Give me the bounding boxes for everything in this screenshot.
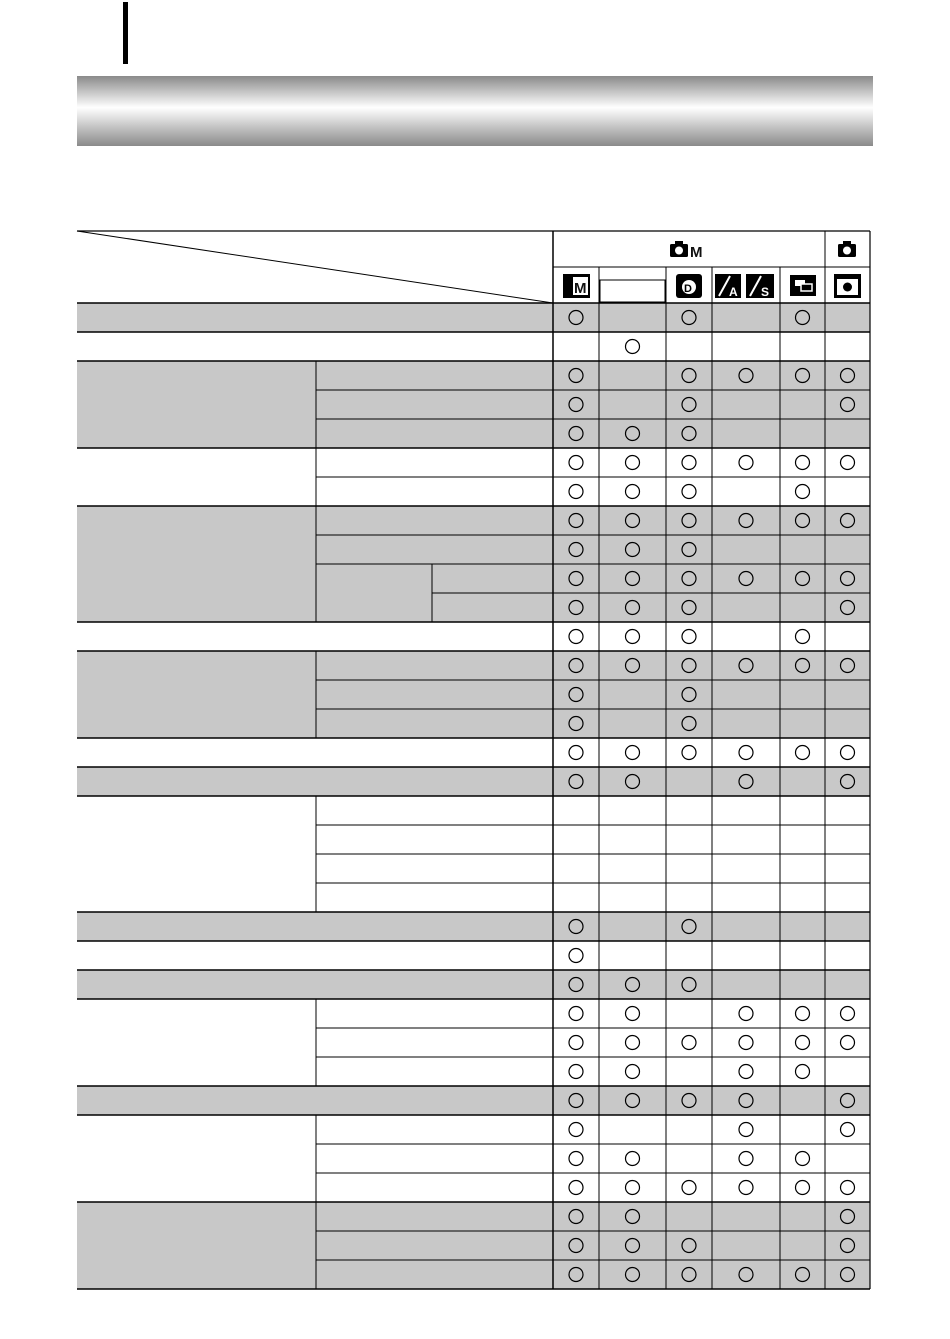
- available-circle: [796, 1181, 810, 1195]
- available-circle: [569, 456, 583, 470]
- available-circle: [569, 949, 583, 963]
- available-circle: [796, 1065, 810, 1079]
- available-circle: [796, 1007, 810, 1021]
- row-shade: [77, 1231, 870, 1260]
- row-shade: [77, 680, 870, 709]
- available-circle: [796, 630, 810, 644]
- macro-d-icon: [676, 274, 702, 298]
- available-circle: [796, 485, 810, 499]
- row-shade: [77, 1202, 870, 1231]
- available-circle: [682, 485, 696, 499]
- available-circle: [682, 456, 696, 470]
- available-circle: [626, 746, 640, 760]
- svg-text:S: S: [761, 285, 770, 299]
- available-circle: [841, 1007, 855, 1021]
- available-circle: [739, 1036, 753, 1050]
- available-circle: [626, 485, 640, 499]
- available-circle: [569, 1036, 583, 1050]
- available-circle: [682, 630, 696, 644]
- available-circle: [682, 1181, 696, 1195]
- available-circle: [626, 340, 640, 354]
- header-diagonal: [77, 231, 553, 303]
- row-shade: [77, 709, 870, 738]
- available-circle: [626, 1065, 640, 1079]
- camera-auto-icon: [834, 274, 861, 298]
- row-shade: [77, 361, 870, 390]
- row-shade: [77, 651, 870, 680]
- row-shade: [77, 1260, 870, 1289]
- available-circle: [569, 1065, 583, 1079]
- camera-icon: [838, 241, 856, 257]
- available-circle: [626, 630, 640, 644]
- available-circle: [739, 1123, 753, 1137]
- available-circle: [841, 456, 855, 470]
- row-shade: [77, 1086, 870, 1115]
- blank-icon: [600, 280, 665, 302]
- available-circle: [626, 456, 640, 470]
- available-circle: [626, 1007, 640, 1021]
- available-circle: [569, 1181, 583, 1195]
- available-circle: [569, 1007, 583, 1021]
- available-circle: [682, 746, 696, 760]
- svg-text:M: M: [574, 280, 587, 297]
- available-circle: [569, 630, 583, 644]
- row-shade: [77, 419, 870, 448]
- row-shade: [77, 593, 870, 622]
- available-circle: [569, 746, 583, 760]
- row-shade: [77, 564, 870, 593]
- available-circle: [796, 1152, 810, 1166]
- available-circle: [739, 1007, 753, 1021]
- available-circle: [739, 1181, 753, 1195]
- available-circle: [739, 1152, 753, 1166]
- row-shade: [77, 535, 870, 564]
- available-circle: [796, 1036, 810, 1050]
- camera-m-icon: [670, 241, 688, 257]
- available-circle: [739, 746, 753, 760]
- stitch-assist-icon: [790, 275, 816, 296]
- available-circle: [796, 746, 810, 760]
- available-circle: [841, 1123, 855, 1137]
- mode-m-label: M: [690, 244, 703, 261]
- available-circle: [682, 1036, 696, 1050]
- available-circle: [569, 485, 583, 499]
- row-shade: [77, 303, 870, 332]
- available-circle: [569, 1123, 583, 1137]
- available-circle: [739, 456, 753, 470]
- available-circle: [841, 1181, 855, 1195]
- row-shade: [77, 970, 870, 999]
- available-circle: [569, 1152, 583, 1166]
- svg-text:A: A: [729, 285, 738, 299]
- available-circle: [796, 456, 810, 470]
- row-shade: [77, 506, 870, 535]
- row-shade: [77, 912, 870, 941]
- svg-text:D: D: [684, 283, 692, 295]
- custom-m-icon: [563, 274, 590, 298]
- pen-a-pen-s-icon: [715, 274, 774, 299]
- available-circle: [841, 746, 855, 760]
- available-circle: [626, 1152, 640, 1166]
- row-shade: [77, 767, 870, 796]
- row-shade: [77, 390, 870, 419]
- available-circle: [739, 1065, 753, 1079]
- available-circle: [626, 1036, 640, 1050]
- available-circle: [841, 1036, 855, 1050]
- available-circle: [626, 1181, 640, 1195]
